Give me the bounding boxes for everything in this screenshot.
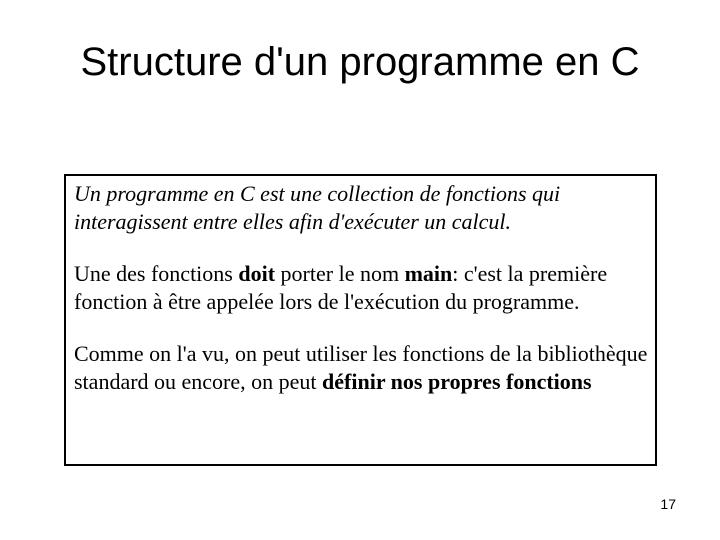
emphasis-main: main bbox=[404, 261, 453, 286]
page-number: 17 bbox=[660, 496, 676, 512]
content-box bbox=[64, 174, 657, 466]
paragraph-main-text-3: : c'est la première fonction à être appelée lors de l'exécution du programme. bbox=[74, 261, 608, 314]
slide-title: Structure d'un programme en C bbox=[80, 40, 640, 84]
paragraph-main-function bbox=[74, 260, 649, 316]
paragraph-main-text-2: porter le nom bbox=[275, 261, 405, 286]
paragraph-intro: Un programme en C est une collection de fonctions qui interagissent entre elles afin d'exécuter un calcul. bbox=[74, 181, 561, 234]
paragraph-own-text-1: Comme on l'a vu, on peut utiliser les fonctions de la bibliothèque standard ou encore, on peut bbox=[74, 341, 648, 394]
paragraph-main-text-1: Une des fonctions bbox=[74, 261, 239, 286]
emphasis-doit: doit bbox=[238, 261, 276, 286]
emphasis-define-functions: définir nos propres fonctions bbox=[322, 369, 592, 394]
paragraph-own-functions bbox=[74, 340, 649, 396]
